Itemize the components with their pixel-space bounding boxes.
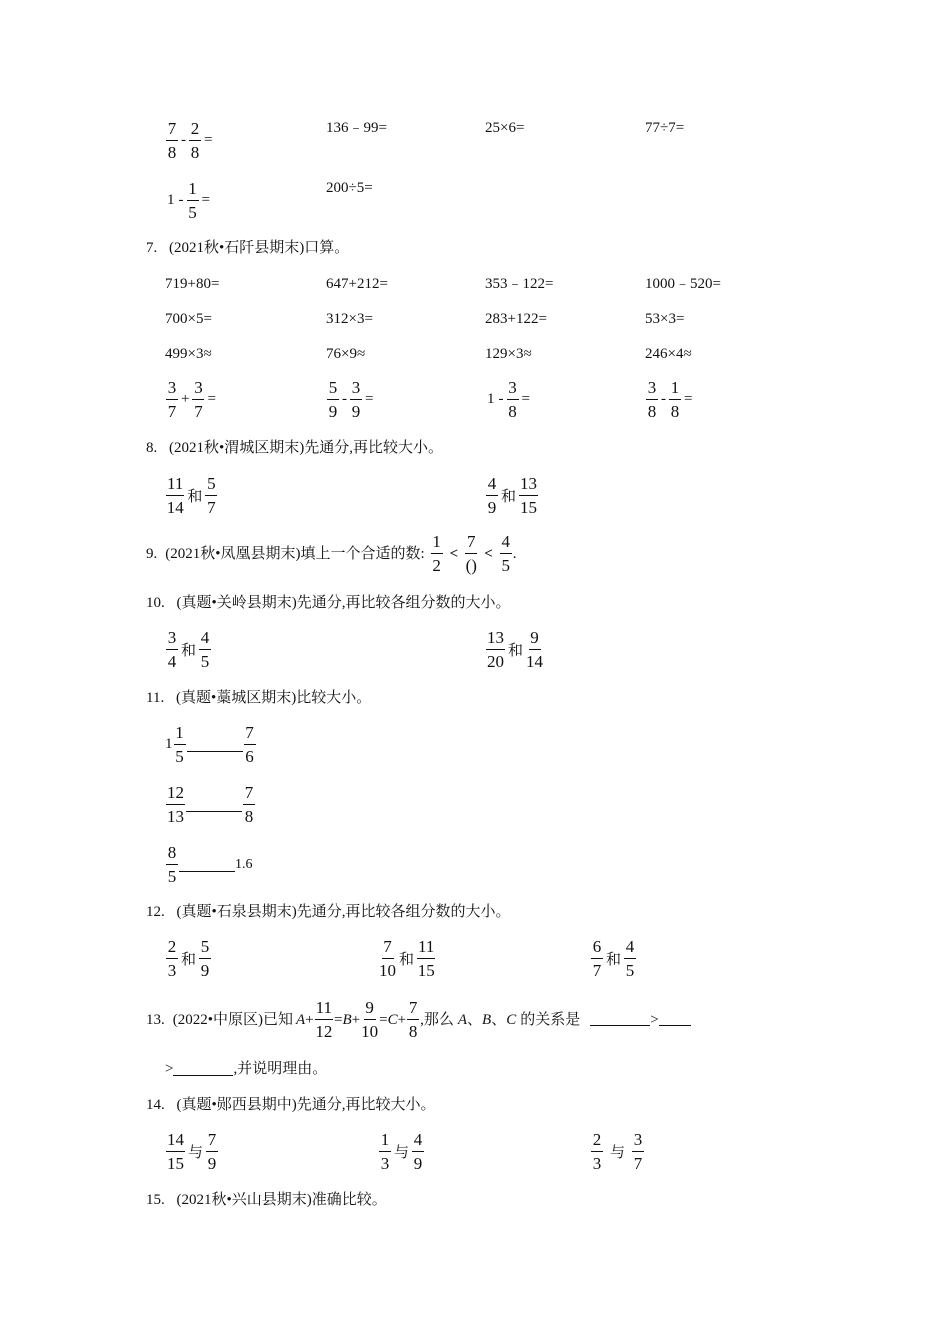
q14-pair-a: $\frac{14}{15}$ 与 $\frac{7}{9}$ [167,1130,217,1173]
fraction-blank[interactable]: $\frac{7}{()}$ [465,532,477,575]
question-source: (2021秋•渭城区期末) [169,440,305,456]
question-source: (2021秋•兴山县期末) [176,1192,312,1208]
fraction: $\frac{13}{15}$ [520,474,538,517]
fraction: $\frac{7}{10}$ [379,937,396,980]
fraction: $\frac{1}{2}$ [432,532,441,575]
fraction: $\frac{1}{5}$ [188,179,197,222]
fraction: $\frac{1}{5}$ [175,723,184,766]
q14-pair-c: $\frac{2}{3}$ 与 $\frac{3}{7}$ [592,1130,643,1173]
question-source: (2021秋•石阡县期末) [169,240,305,256]
question-text: 口算。 [304,240,350,256]
fraction: $\frac{7}{8}$ [408,998,418,1041]
question-8-header [146,438,443,458]
q8-pair-a: $\frac{11}{14}$ 和 $\frac{5}{7}$ [166,474,216,517]
fraction: $\frac{4}{5}$ [200,628,210,671]
question-number: 11. [146,690,165,706]
answer-blank[interactable] [186,811,242,812]
fraction: $\frac{7}{9}$ [207,1130,217,1173]
question-text: 先通分,再比较大小。 [296,1097,436,1113]
fraction: $\frac{11}{15}$ [417,937,435,980]
q11-compare-c: $\frac{8}{5}$ 1.6 [167,843,253,886]
fraction: $\frac{14}{15}$ [167,1130,184,1173]
q7-expr: 353﹣122= [485,276,554,292]
fraction: $\frac{2}{3}$ [167,937,177,980]
fraction: $\frac{8}{5}$ [167,843,177,886]
fraction: $\frac{11}{12}$ [315,998,333,1041]
question-source: (真题•藁城区期末) [175,690,297,706]
question-number: 8. [146,440,158,456]
fraction: $\frac{5}{9}$ [328,378,338,421]
q7-expr: 499×3≈ [165,346,212,362]
q10-pair-b: $\frac{13}{20}$ 和 $\frac{9}{14}$ [487,628,544,671]
question-13-line-2: > ,并说明理由。 [165,1061,328,1077]
question-source: (2022•中原区) [172,1011,263,1028]
fraction: $\frac{1}{3}$ [380,1130,390,1173]
question-number: 9. [146,545,158,562]
q7-expr: 76×9≈ [326,346,366,362]
fraction: $\frac{13}{20}$ [487,628,504,671]
question-12-header [146,902,511,922]
question-source: (真题•郧西县期中) [176,1097,297,1113]
fraction: $\frac{3}{8}$ [647,378,657,421]
fraction: $\frac{4}{9}$ [413,1130,423,1173]
fraction: $\frac{9}{14}$ [526,628,544,671]
question-14-header [146,1095,436,1115]
fraction: $\frac{3}{7}$ [167,378,177,421]
fraction: $\frac{12}{13}$ [167,783,184,826]
answer-blank[interactable] [187,751,243,752]
question-number: 7. [146,240,158,256]
q7-frac-expr-b: $\frac{5}{9}$ - $\frac{3}{9}$ = [328,378,374,421]
fraction: $\frac{1}{8}$ [670,378,680,421]
answer-blank[interactable] [659,1025,691,1026]
q7-frac-expr-c: 1 - $\frac{3}{8}$ = [487,378,530,421]
question-9: 9. (2021秋•凤凰县期末) 填上一个合适的数: $\frac{1}{2}$ < $\frac{7}{()}$ < $\frac{4}{5}$ . [146,532,517,575]
fraction: $\frac{3}{4}$ [167,628,177,671]
q7-frac-expr-a: $\frac{3}{7}$ + $\frac{3}{7}$ = [167,378,216,421]
fraction: $\frac{4}{5}$ [625,937,635,980]
fraction: $\frac{7}{6}$ [245,723,254,766]
question-13-line-1: 13. (2022•中原区) 已知 A + $\frac{11}{12}$ = B + $\frac{9}{10}$ = C + $\frac{7}{8}$ ,那么 A 、 B 、 C 的关系是 > [146,997,691,1042]
q8-pair-b: $\frac{4}{9}$ 和 $\frac{13}{15}$ [487,474,538,517]
question-source: (真题•关岭县期末) [176,595,297,611]
q12-pair-c: $\frac{6}{7}$ 和 $\frac{4}{5}$ [592,937,635,980]
fraction: $\frac{2}{3}$ [592,1130,602,1173]
fraction: $\frac{9}{10}$ [361,998,379,1041]
fraction: $\frac{3}{9}$ [351,378,361,421]
question-15-header [146,1190,387,1210]
q7-expr: 312×3= [326,311,373,327]
question-text: 填上一个合适的数: [300,545,425,562]
question-text: 先通分,再比较各组分数的大小。 [296,904,511,920]
q7-expr: 53×3= [645,311,685,327]
question-text: 先通分,再比较大小。 [304,440,444,456]
q7-frac-expr-d: $\frac{3}{8}$ - $\frac{1}{8}$ = [647,378,693,421]
question-10-header [146,593,511,613]
fraction: $\frac{6}{7}$ [592,937,602,980]
answer-blank[interactable] [179,871,235,872]
expr-77div7: 77÷7= [645,120,685,136]
expr-200div5: 200÷5= [326,180,373,196]
q7-expr: 283+122= [485,311,547,327]
question-number: 10. [146,595,165,611]
expr-frac-7-8-minus-2-8: $\frac{7}{8}$ - $\frac{2}{8}$ = [167,119,213,162]
fraction: $\frac{3}{8}$ [508,378,517,421]
question-text: 比较大小。 [296,690,372,706]
answer-blank[interactable] [590,1025,650,1026]
question-number: 12. [146,904,165,920]
fraction: $\frac{3}{7}$ [194,378,203,421]
question-7-header [146,238,349,258]
question-source: (真题•石泉县期末) [176,904,297,920]
expr-1-minus-1-5: 1 - $\frac{1}{5}$ = [167,179,210,222]
fraction: $\frac{4}{9}$ [487,474,497,517]
q7-expr: 1000﹣520= [645,276,721,292]
fraction: $\frac{7}{8}$ [167,119,177,162]
q11-compare-a: 1 $\frac{1}{5}$ $\frac{7}{6}$ [165,723,254,766]
q12-pair-b: $\frac{7}{10}$ 和 $\frac{11}{15}$ [379,937,435,980]
question-number: 14. [146,1097,165,1113]
question-text: 先通分,再比较各组分数的大小。 [296,595,511,611]
fraction: $\frac{11}{14}$ [166,474,184,517]
expr-136-99: 136﹣99= [326,120,387,136]
question-source: (2021秋•凤凰县期末) [165,545,301,562]
q10-pair-a: $\frac{3}{4}$ 和 $\frac{4}{5}$ [167,628,210,671]
expr-25x6: 25×6= [485,120,525,136]
fraction: $\frac{5}{9}$ [200,937,210,980]
fraction: $\frac{2}{8}$ [190,119,200,162]
question-number: 13. [146,1011,165,1028]
question-number: 15. [146,1192,165,1208]
fraction: $\frac{7}{8}$ [244,783,254,826]
q12-pair-a: $\frac{2}{3}$ 和 $\frac{5}{9}$ [167,937,210,980]
answer-blank[interactable] [173,1075,233,1076]
q7-expr: 246×4≈ [645,346,692,362]
q14-pair-b: $\frac{1}{3}$ 与 $\frac{4}{9}$ [380,1130,423,1173]
fraction: $\frac{4}{5}$ [501,532,511,575]
q7-expr: 700×5= [165,311,212,327]
fraction: $\frac{3}{7}$ [633,1130,643,1173]
question-11-header [146,688,371,708]
question-text: 准确比较。 [311,1192,387,1208]
q11-compare-b [165,782,256,827]
q7-expr: 129×3≈ [485,346,532,362]
fraction: $\frac{5}{7}$ [207,474,216,517]
q7-expr: 719+80= [165,276,220,292]
q7-expr: 647+212= [326,276,388,292]
